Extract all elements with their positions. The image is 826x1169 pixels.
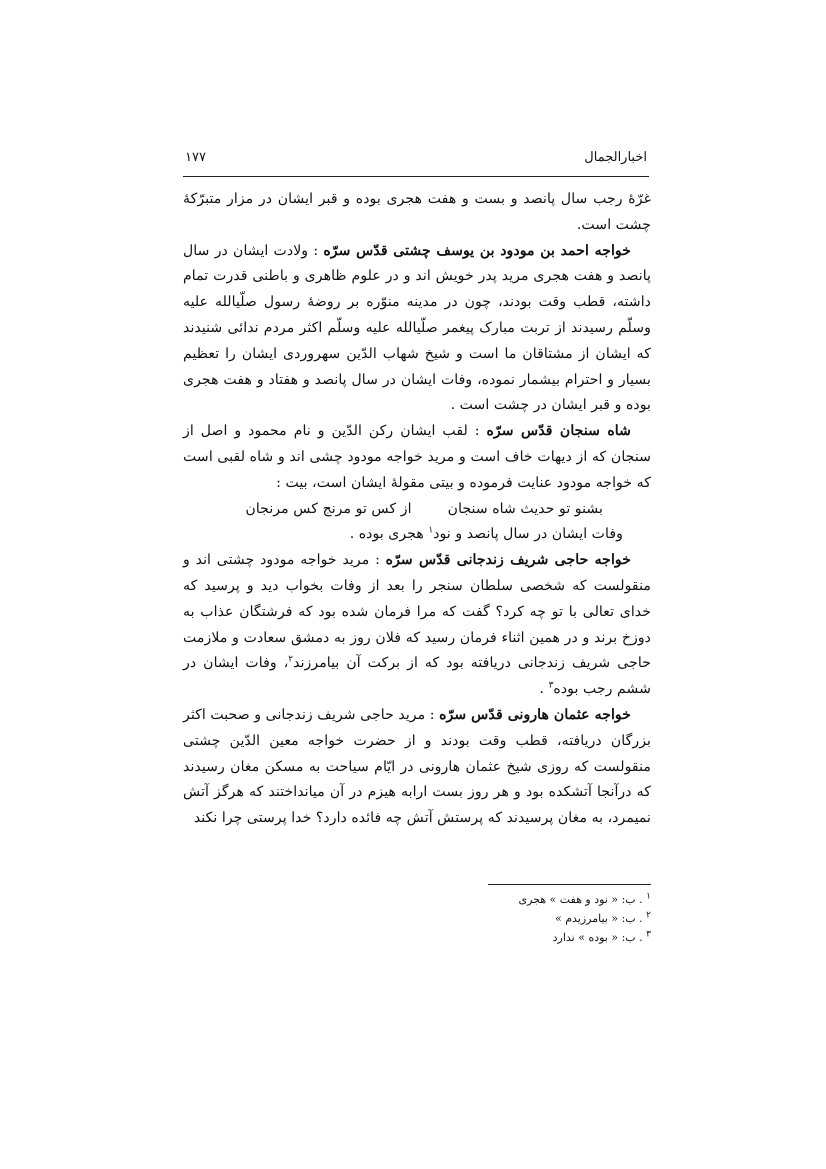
footnote-3 [420, 928, 651, 947]
footnote-rule [488, 884, 651, 885]
footnote-marker: ۱ [428, 525, 434, 536]
section-heading: شاه سنجان قدّس سرّه [486, 423, 631, 440]
footnote-text: . ب: « بیامرزیدم » [555, 912, 643, 925]
paragraph-death-date [183, 522, 651, 548]
header-rule [183, 176, 649, 177]
paragraph-shah-sanjan [183, 419, 651, 496]
verse-hemistich-2: از کس تو مرنج کس مرنجان [245, 500, 412, 517]
footnote-text: . ب: « بوده » ندارد [552, 931, 643, 944]
paragraph-text: ، وفات ایشان در ششم رجب بوده [183, 655, 651, 698]
main-text [183, 187, 651, 832]
section-heading: خواجه حاجی شریف زندجانی قدّس سرّه [385, 552, 631, 569]
paragraph-text: وفات ایشان در سال پانصد و نود [433, 526, 623, 543]
footnotes [420, 890, 651, 947]
page-number: ۱۷۷ [185, 150, 206, 165]
paragraph-text: : لقب ایشان رکن الدّین و نام محمود و اصل از سنجان که از دیهات خاف است و مرید خواجه مودود چشی اند و شاه لقبی است که خواجه مودود عنایت فرموده و بیتی مقولهٔ ایشان است، بیت : [183, 423, 651, 491]
footnote-marker: ۲ [288, 654, 294, 665]
footnote-number: ۱ [646, 891, 651, 902]
book-title: اخبارالجمال [584, 150, 647, 165]
paragraph-text: : مرید خواجه مودود چشتی اند و منقولست که شخصی سلطان سنجر را بعد از وفات بخواب دید و پرسید که خدای تعالی با تو چه کرد؟ گفت که مرا فرمان شده بود که فرشتگان عذاب به دوزخ برند و در همین اثناء فرمان رسید که فلان روز به دمشق سعادت و ملازمت حاجی شریف زندجانی دریافته بود که از برکت آن بیامرزند [183, 552, 651, 672]
section-heading: خواجه عثمان هارونی قدّس سرّه [439, 706, 631, 723]
paragraph-text: : ولادت ایشان در سال پانصد و هفت هجری مرید پدر خویش اند و در علوم ظاهری و باطنی قدرت تمام داشته، قطب وقت بودند، چون در مدینه منوّره بر روضهٔ رسول صلّیالله علیه وسلّم رسیدند از تربت مبارک پیغمر صلّیالله علیه وسلّم اکثر مردم ندائی شنیدند که ایشان از مشتاقان ما است و شیخ شهاب الدّین سهروردی ایشان را تعظیم بسیار و احترام بیشمار نموده، وفات ایشان در سال پانصد و هفتاد و هفت هجری بوده و قبر ایشان در چشت است . [183, 242, 651, 414]
paragraph-ahmad-chishti [183, 239, 651, 420]
paragraph-text: . [539, 681, 549, 698]
running-header [183, 147, 649, 169]
footnote-number: ۲ [646, 910, 651, 921]
section-heading: خواجه احمد بن مودود بن یوسف چشتی قدّس سرّه [323, 242, 632, 259]
paragraph-text: غرّهٔ رجب سال پانصد و بست و هفت هجری بوده و قبر ایشان در مزار متبرّکهٔ چشت است. [183, 191, 651, 233]
footnote-marker: ۳ [548, 680, 554, 691]
paragraph-1 [183, 187, 651, 239]
paragraph-haji-sharif [183, 548, 651, 703]
footnote-1 [420, 890, 651, 909]
paragraph-text: هجری بوده . [349, 526, 429, 543]
verse-hemistich-1: بشنو تو حدیث شاه سنجان [447, 500, 603, 517]
footnote-text: . ب: « نود و هفت » هجری [518, 893, 643, 906]
paragraph-usman-haruni [183, 703, 651, 832]
footnote-number: ۳ [646, 929, 651, 940]
paragraph-text: : مرید حاجی شریف زندجانی و صحبت اکثر بزرگان دریافته، قطب وقت بودند و از حضرت خواجه معین الدّین چشتی منقولست که روزی شیخ عثمان هارونی در ایّام سیاحت به مسکن مغان رسیدند که درآنجا آتشکده بود و هر روز بست ارابه هیزم در آن میانداختند که هرگز آتش نمیمرد، به مغان پرسیدند که پرستش آتش چه فائده دارد؟ خدا پرستی چرا نکند [183, 706, 651, 827]
verse-couplet [183, 497, 651, 523]
footnote-2 [420, 909, 651, 928]
